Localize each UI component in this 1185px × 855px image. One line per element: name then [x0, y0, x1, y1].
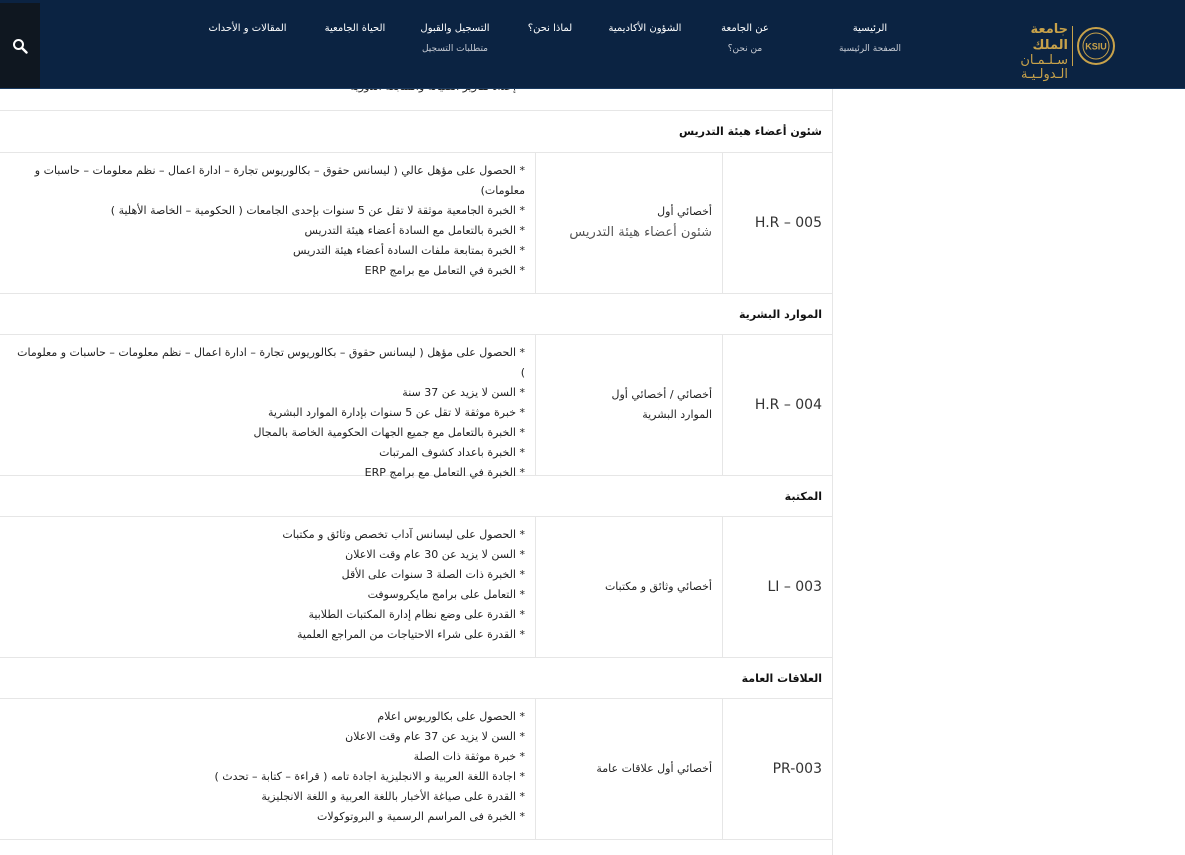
- nav-item-label: المقالات و الأحداث: [208, 23, 287, 34]
- requirement: * الخبرة في التعامل مع برامج ERP: [364, 264, 525, 277]
- requirement: * الحصول على ليسانس آداب تخصص وثائق و مكتبات: [282, 528, 525, 541]
- requirement: * الخبرة في التعامل مع برامج ERP: [364, 466, 525, 479]
- nav-item-about[interactable]: [700, 22, 790, 56]
- requirement: * السن لا يزيد عن 37 سنة: [402, 386, 525, 399]
- requirement: * الخبرة فى المراسم الرسمية و البروتوكولات: [317, 810, 525, 823]
- search-button[interactable]: [0, 3, 40, 88]
- requirement: * التعامل على برامج مايكروسوفت: [367, 588, 525, 601]
- section-header: [0, 111, 832, 153]
- requirement: * السن لا يزيد عن 30 عام وقت الاعلان: [345, 548, 525, 561]
- requirement: * الحصول على مؤهل عالي ( ليسانس حقوق – بكالوريوس تجارة – ادارة اعمال – نظم معلومات – حاسبات و معلومات): [34, 164, 525, 197]
- job-title: أخصائي أول علاقات عامة: [596, 762, 712, 775]
- requirements-cell: [0, 699, 535, 839]
- table-row: [0, 517, 832, 658]
- nav-item-label: الشؤون الأكاديمية: [608, 23, 682, 34]
- logo-line: سـلـمـان: [1020, 53, 1068, 68]
- section-header: [0, 294, 832, 335]
- nav-item-why-us[interactable]: [510, 22, 590, 36]
- requirement: * القدرة على صياغة الأخبار باللغة العربية و اللغة الانجليزية: [261, 790, 525, 803]
- requirement: * الحصول على مؤهل ( ليسانس حقوق – بكالوريوس تجارة – ادارة اعمال – نظم معلومات – حاسبات و معلومات ): [17, 346, 525, 379]
- job-code: H.R – 005: [722, 153, 832, 293]
- section-title: شئون أعضاء هيئة التدريس: [679, 125, 822, 138]
- job-title-cell: [535, 517, 722, 657]
- nav-item-campus-life[interactable]: [310, 22, 400, 36]
- requirement: * خبرة موثقة ذات الصلة: [413, 750, 525, 763]
- requirements-cell: [0, 153, 535, 293]
- job-title-cell: [535, 335, 722, 475]
- job-code: PR-003: [722, 699, 832, 839]
- job-title: أخصائي / أخصائي أول: [611, 388, 712, 401]
- table-row: [0, 699, 832, 840]
- nav-subitem[interactable]: الصفحة الرئيسية: [838, 44, 902, 54]
- requirements-cell: [0, 517, 535, 657]
- nav-item-label: لماذا نحن؟: [527, 23, 573, 34]
- job-code: H.R – 004: [722, 335, 832, 475]
- logo-line: جامعة الملك: [1030, 22, 1068, 53]
- job-code: LI – 003: [722, 517, 832, 657]
- job-title: أخصائي أول: [657, 205, 712, 218]
- requirement: * الخبرة الجامعية موثقة لا تقل عن 5 سنوات بإحدى الجامعات ( الحكومية – الخاصة الأهلية ): [110, 204, 525, 217]
- section-title: المكتبة: [784, 489, 822, 503]
- requirement: * السن لا يزيد عن 37 عام وقت الاعلان: [345, 730, 525, 743]
- nav-subitem[interactable]: من نحن؟: [727, 44, 763, 54]
- table-row: [0, 153, 832, 294]
- requirement: * اجادة اللغة العربية و الانجليزية اجادة تامه ( قراءة – كتابة – تحدث ): [214, 770, 525, 783]
- nav-item-news[interactable]: [195, 22, 300, 36]
- nav-item-label: الحياة الجامعية: [324, 23, 386, 34]
- requirement: * الخبرة ذات الصلة 3 سنوات على الأقل: [341, 568, 525, 581]
- section-title: الموارد البشرية: [739, 307, 822, 321]
- job-title-cell: [535, 153, 722, 293]
- nav-item-label: التسجيل والقبول: [420, 23, 490, 34]
- search-icon: [12, 38, 28, 54]
- requirements-cell: [0, 335, 535, 479]
- requirement: * خبرة موثقة لا تقل عن 5 سنوات بإدارة الموارد البشرية: [267, 406, 525, 419]
- requirement: * الخبرة بالتعامل مع السادة أعضاء هيئة التدريس: [304, 224, 525, 237]
- nav-item-academics[interactable]: [600, 22, 690, 36]
- nav-item-admission[interactable]: [410, 22, 500, 56]
- seal-icon: [1076, 26, 1116, 66]
- job-title: أخصائي وثائق و مكتبات: [604, 580, 712, 593]
- requirement: * القدرة على شراء الاحتياجات من المراجع العلمية: [296, 628, 525, 641]
- logo-divider: [1072, 26, 1073, 66]
- requirement: * الخبرة بالتعامل مع جميع الجهات الحكومية الخاصة بالمجال: [253, 426, 525, 439]
- section-header: [0, 476, 832, 517]
- table-row: [0, 335, 832, 479]
- requirement: * الخبرة باعداد كشوف المرتبات: [379, 446, 525, 459]
- university-logo[interactable]: [1000, 22, 1118, 82]
- top-navbar: [0, 0, 1185, 89]
- nav-item-label: الرئيسية: [852, 23, 888, 34]
- seal-text: KSIU: [1085, 41, 1107, 52]
- section-header: [0, 658, 832, 699]
- job-subtitle: شئون أعضاء هيئة التدريس: [569, 225, 712, 240]
- logo-line: الـدولـيـة: [1021, 67, 1068, 82]
- nav-item-home[interactable]: [810, 22, 930, 56]
- section-title: العلاقات العامة: [741, 671, 822, 685]
- job-title-cell: [535, 699, 722, 839]
- nav-item-label: عن الجامعة: [721, 23, 769, 34]
- nav-subitem[interactable]: متطلبات التسجيل: [421, 44, 489, 54]
- logo-text: [1000, 22, 1068, 82]
- requirement: * الخبرة بمتابعة ملفات السادة أعضاء هيئة التدريس: [293, 244, 525, 257]
- requirement: * القدرة على وضع نظام إدارة المكتبات الطلابية: [308, 608, 525, 621]
- job-subtitle: الموارد البشرية: [642, 408, 712, 421]
- requirement: * الحصول على بكالوريوس اعلام: [377, 710, 525, 723]
